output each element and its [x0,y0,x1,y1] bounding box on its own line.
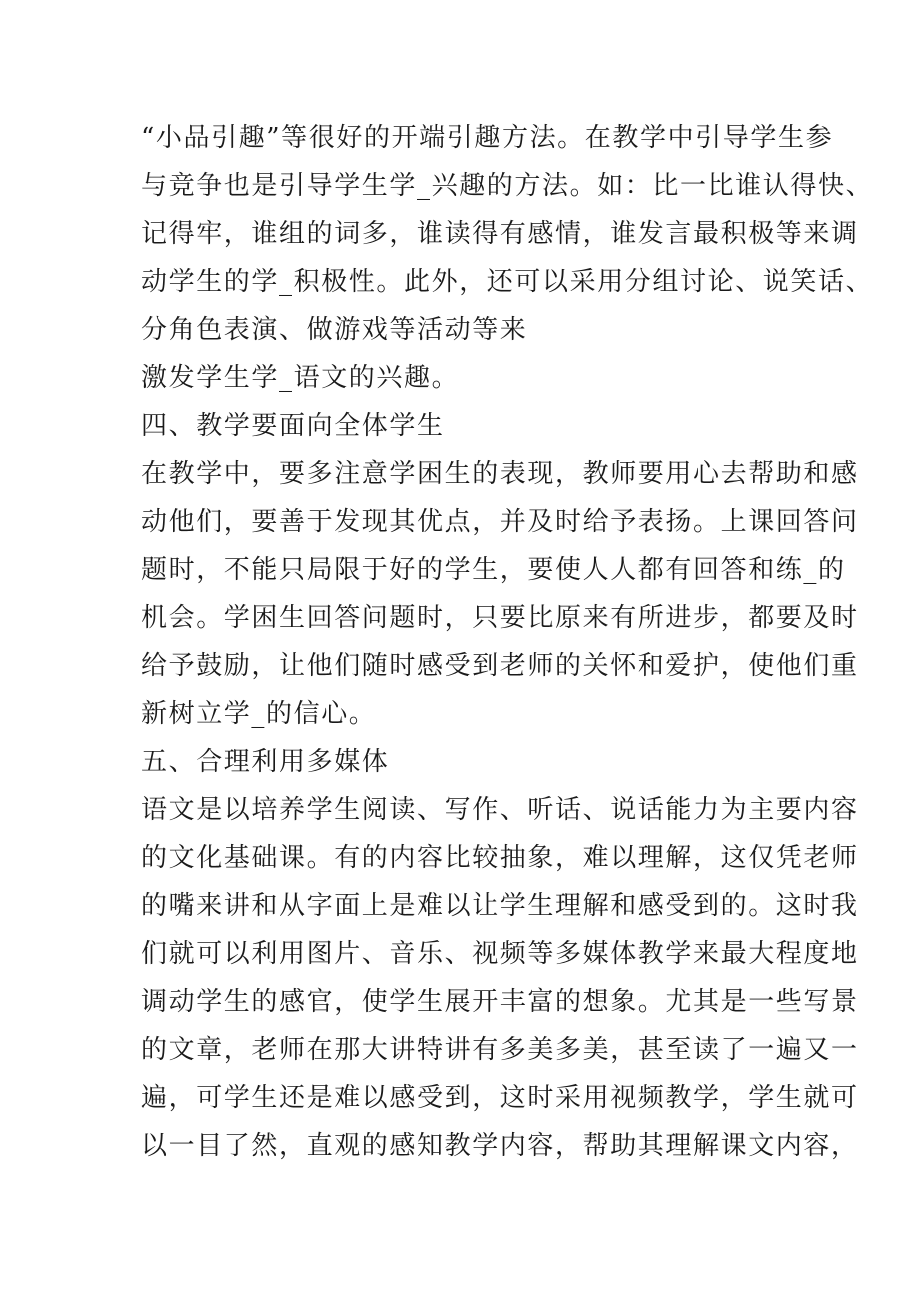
text-line: 调动学生的感官，使学生展开丰富的想象。尤其是一些写景 [141,987,859,1017]
text-line: 动他们，要善于发现其优点，并及时给予表扬。上课回答问 [141,507,859,537]
text-line: 在教学中，要多注意学困生的表现，教师要用心去帮助和感 [141,459,859,489]
text-line: 语文是以培养学生阅读、写作、听话、说话能力为主要内容 [141,795,859,825]
text-line: 给予鼓励，让他们随时感受到老师的关怀和爱护，使他们重 [141,651,859,681]
text-line: 与竞争也是引导学生学_兴趣的方法。如：比一比谁认得快、 [141,171,874,201]
text-line: 以一目了然，直观的感知教学内容，帮助其理解课文内容， [141,1131,859,1161]
text-line: 题时，不能只局限于好的学生，要使人人都有回答和练_的 [141,555,846,585]
text-line: 分角色表演、做游戏等活动等来 [141,315,528,345]
text-line: “小品引趣”等很好的开端引趣方法。在教学中引导学生参 [141,123,834,153]
text-line: 记得牢，谁组的词多，谁读得有感情，谁发言最积极等来调 [141,219,859,249]
text-line: 动学生的学_积极性。此外，还可以采用分组讨论、说笑话、 [141,267,874,297]
text-line: 机会。学困生回答问题时，只要比原来有所进步，都要及时 [141,603,859,633]
text-line: 遍，可学生还是难以感受到，这时采用视频教学，学生就可 [141,1083,859,1113]
text-line: 的嘴来讲和从字面上是难以让学生理解和感受到的。这时我 [141,891,859,921]
text-line: 新树立学_的信心。 [141,699,377,729]
text-line: 们就可以利用图片、音乐、视频等多媒体教学来最大程度地 [141,939,859,969]
section-heading: 五、合理利用多媒体 [141,747,390,777]
text-line: 的文章，老师在那大讲特讲有多美多美，甚至读了一遍又一 [141,1035,859,1065]
document-body [141,114,874,1170]
section-heading: 四、教学要面向全体学生 [141,411,445,441]
text-line: 激发学生学_语文的兴趣。 [141,363,460,393]
text-line: 的文化基础课。有的内容比较抽象，难以理解，这仅凭老师 [141,843,859,873]
